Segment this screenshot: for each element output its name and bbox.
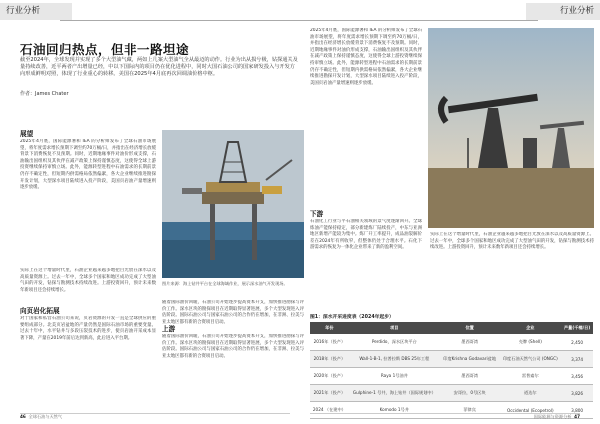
table-header-cell: 年份 [310, 322, 349, 334]
table-cell: Komodo 1号井 [349, 402, 440, 419]
heading-downstream: 下游 [310, 210, 324, 218]
table-header-cell: 企业 [499, 322, 561, 334]
page-number-left: 46 [20, 414, 26, 419]
table-cell: 3,374 [561, 351, 593, 368]
header-rule [60, 20, 538, 21]
table-cell: Perdido，深水区块平台 [349, 334, 440, 351]
table-cell: 2020年（投产） [310, 368, 349, 385]
section-label-left: 行业分析 [0, 3, 72, 20]
table-cell: 3,826 [561, 385, 593, 402]
table-header-cell: 产量(千桶/日) [561, 322, 593, 334]
table-cell: 2021年（投产） [310, 385, 349, 402]
table-cell: 安哥拉，0号区块 [440, 385, 500, 402]
footer-left [20, 414, 62, 420]
table-cell: 墨西哥湾 [440, 334, 500, 351]
article-lead: 截至2024年，全球发现并实现了多个大型油气藏，两如上几案大型油气全从最迈的动作。行业为出从损兮极，钻探通关及量持续改善，近平两者产出增量已经，中以下国际内的项目仍在优化进程中，同时大国石油公司的国家研发投入与开发方向形成鲜明对照，体现了行业重心的转移。美国在2025年4月底再次回调油价格中枢。 [20, 57, 298, 78]
table-cell: 3,456 [561, 368, 593, 385]
shale-text: 对于国家和私营石油公司来说，页岩资源的开发一直是全球供应的重要组成部分。北美页岩盆地的产量仍然是国际石油市场的重要变量。过去十年中，水平钻井与多段压裂技术的进步，使页岩油开采成本显著下降，产量在2019年前后达到新高，此后进入平台期。 [20, 316, 156, 341]
table-header-cell: 位置 [440, 322, 500, 334]
upstream-text: 随着国际油价回暖，石油公司开始逐步提高资本开支，加快推进勘探与评价工作。深水区块的勘探项目在近期取得显著进展，多个大型发现进入评估阶段。国际石油公司与国家石油公司的合作仍在增加，在非洲、拉美与亚太地区都有新的合资项目启动。 [162, 334, 304, 359]
outlook-text-2: 实际上在这个增量时代里，石油企业越来越多地把目光放在深水以及高质量资源上。过去一年中，全球多个国家和地区成功完成了大型油气田的开发，钻探与勘测技术持续改进。上游投资回升，预计未来数年新项目还会持续增长。 [20, 268, 156, 293]
table-cell: 雷普索尔 [499, 368, 561, 385]
table-cell: 菲律宾 [440, 402, 500, 419]
footer-title-right: 国际能源与资源分析 [533, 414, 572, 419]
table-row [310, 385, 593, 402]
footer-right [534, 414, 580, 420]
table-row [310, 351, 593, 368]
table-cell: Occidental (Ecopetrol) [499, 402, 561, 419]
outlook-text: 2025年4月底，国际能源署和 IEA 的分析师发布了全球石油市场展望，将年度需求增长预期下调至约70万桶/日，并指出在经济增长放缓背景下消费恢复不及预期。同时，近期地缘事件对油价形成支撑，石油输出国组织及其伙伴在减产政策上保持谨慎态度，这使得全球上游投资继续保持审慎立场。此外，能源转型进程中石油需求的长期前景仍存不确定性，但短期内供需格局依然偏紧，各大企业继续推进勘探开发计划，大型深水项目陆续进入投产阶段，美国页岩油产量增速则逐步放缓。 [20, 139, 156, 191]
article-title: 石油回归热点，但非一路坦途 [20, 42, 190, 57]
table-header-cell: 项目 [349, 322, 440, 334]
table-header-row [310, 322, 593, 334]
table-cell: 3,800 [561, 402, 593, 419]
footer-title-left: 全球石油与天然气 [28, 414, 63, 419]
right-column-text-2: 实际上在这个增量时代里，石油企业越来越多地把目光放在深水以及高质量资源上。过去一年中，全球多个国家和地区成功完成了大型油气田的开发，钻探与勘测技术持续改进。上游投资回升，预计未来数年新项目还会持续增长。 [430, 232, 594, 251]
section-label-right: 行业分析 [526, 3, 600, 20]
table-cell: 印度Krishna Godavari盆地 [440, 351, 500, 368]
pumpjack-photo [428, 28, 594, 228]
table-title: 图1：深水开采进度表（2024年起步） [310, 315, 394, 320]
heading-shale: 向页岩化拓展 [20, 307, 60, 315]
table-cell: 2016年（投产） [310, 334, 349, 351]
table-row [310, 334, 593, 351]
table-cell: 2024 （在建中） [310, 402, 349, 419]
table-cell: 壳牌 (Shell) [499, 334, 561, 351]
offshore-rig-photo [162, 130, 304, 278]
page-header [0, 0, 600, 22]
photo-caption: 图片来源：海上钻井平台在全球海域作业，展示深水油气开发现场。 [162, 281, 288, 286]
heading-upstream: 上游 [162, 325, 176, 333]
table-cell: 墨西哥湾 [440, 368, 500, 385]
downstream-text: 石油化工行业与平石油相关领域的景气度逐渐回升。全球炼油产能保持稳定，部分新建炼厂陆续投产，中东与亚洲地区新增产能较为集中。炼厂开工率提升，成品油裂解价差在2024年有所收窄，但整体仍处于合理水平。石化下游需求的恢复为一体化企业带来了新的盈利空间。 [310, 219, 422, 251]
table-cell: Wall-1-B-1, 拉普拉斯 DBS 25年工程 [349, 351, 440, 368]
table-cell: 道达尔 [499, 385, 561, 402]
table-cell: Gulphine-1 号井，海上钻井（国际规划中） [349, 385, 440, 402]
heading-outlook: 展望 [20, 130, 34, 138]
table-cell: 2,450 [561, 334, 593, 351]
author-line: 作者：James Chater [20, 91, 69, 97]
table-cell: Raya 1号油井 [349, 368, 440, 385]
right-column-text: 2025年4月底，国际能源署和 IEA 的分析师发布了全球石油市场展望，将年度需求增长预期下调至约70万桶/日，并指出在经济增长放缓背景下消费恢复不及预期。同时，近期地缘事件对油价形成支撑，石油输出国组织及其伙伴在减产政策上保持谨慎态度，这使得全球上游投资继续保持审慎立场。此外，能源转型进程中石油需求的长期前景仍存不确定性，但短期内供需格局依然偏紧，各大企业继续推进勘探开发计划，大型深水项目陆续进入投产阶段，美国页岩油产量增速则逐步放缓。 [310, 28, 422, 86]
deepwater-projects-table [310, 322, 593, 419]
page-number-right: 47 [574, 414, 580, 419]
table-cell: 2018年（投产） [310, 351, 349, 368]
table-row [310, 368, 593, 385]
table-cell: 印度石油天然气公司 (ONGC) [499, 351, 561, 368]
upstream-lead-text: 随着国际油价回暖，石油公司开始逐步提高资本开支，加快推进勘探与评价工作。深水区块的勘探项目在近期取得显著进展，多个大型发现进入评估阶段。国际石油公司与国家石油公司的合作仍在增加，在非洲、拉美与亚太地区都有新的合资项目启动。 [162, 300, 304, 324]
